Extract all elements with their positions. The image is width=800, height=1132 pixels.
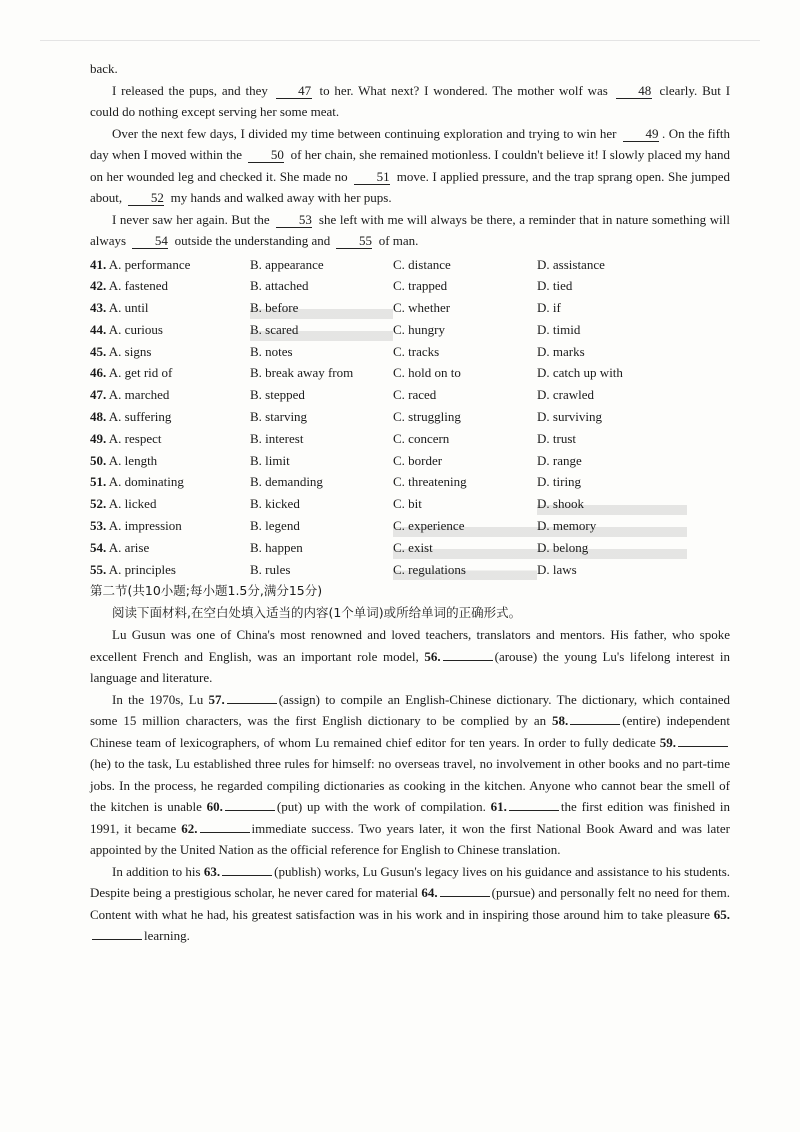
passage-paragraph-3: I never saw her again. But the 53 she left with me will always be there, a reminder that in nature something will always 54 outside the understanding and 55 of man. [90, 211, 730, 248]
blank-56-number: 56. [424, 648, 441, 664]
blank-61-number: 61. [490, 799, 507, 815]
option-row: 55. A. principles B. rules C. regulations D. laws [90, 559, 730, 581]
option-row: 48. A. suffering B. starving C. struggling D. surviving [90, 409, 602, 425]
blank-57-number: 57. [208, 691, 225, 707]
blank-61 [509, 798, 559, 811]
blank-57 [227, 691, 277, 704]
option-row: 52. A. licked B. kicked C. bit D. shook [90, 493, 730, 515]
top-rule [40, 40, 760, 41]
blank-48: 48 [616, 84, 652, 99]
option-row: 45. A. signs B. notes C. tracks D. marks [90, 343, 585, 359]
lu-paragraph-2: In the 1970s, Lu 57. (assign) to compile an English-Chinese dictionary. The dictionary, which contained some 15 million characters, was the first English dictionary to be complied by an 58. (entire) independent Chinese team of lexicographers, of whom Lu remained chief editor for ten years. In order to fully dedicate 59.(he) to the task, Lu established three rules for himself: no overseas travel, no involvement in other books and no part-time jobs. In the process, he regarded compiling dictionaries as cooking in the kitchen. Anyone who cannot bear the smell of the kitchen is unable 60. (put) up with the work of compilation. 61. the first edition was finished in 1991, it became 62. immediate success. Two years later, it won the first National Book Award and was later appointed by the United Nation as the official reference for English to Chinese translation. [90, 691, 731, 858]
blank-64 [440, 884, 490, 897]
lu-paragraph-3: In addition to his 63. (publish) works, Lu Gusun's legacy lives on his guidance and assistance to his students. Despite being a prestigious scholar, he never cared for material 64. (pursue) and personally felt no need for them. Content with what he had, his greatest satisfaction was in his work and in inspiring those around him to take pleasure 65.learning. [90, 863, 731, 944]
options-list [90, 254, 730, 581]
blank-62 [200, 820, 250, 833]
lu-paragraph-1: Lu Gusun was one of China's most renowned and loved teachers, translators and mentors. His father, who spoke excellent French and English, was an important role model, 56. (arouse) the young Lu's lifelong interest in language and literature. [90, 627, 730, 686]
blank-50: 50 [248, 148, 284, 163]
option-row: 43. A. until B. before C. whether D. if [90, 297, 730, 319]
blank-60 [225, 798, 275, 811]
page-content [90, 58, 730, 947]
option-row: 46. A. get rid of B. break away from C. hold on to D. catch up with [90, 365, 623, 381]
blank-51: 51 [354, 170, 390, 185]
option-row: 44. A. curious B. scared C. hungry D. timid [90, 319, 730, 341]
blank-47: 47 [276, 84, 312, 99]
passage-fragment: back. [90, 61, 118, 76]
blank-59-number: 59. [659, 734, 676, 750]
option-row: 50. A. length B. limit C. border D. range [90, 452, 582, 468]
blank-56 [443, 648, 493, 661]
section-2-heading: 第二节(共10小题;每小题1.5分,满分15分) [90, 583, 323, 599]
blank-55: 55 [336, 234, 372, 249]
passage-paragraph-2: Over the next few days, I divided my time between continuing exploration and trying to win her 49 . On the fifth day when I moved within the 50 of her chain, she remained motionless. I couldn't believe it! I slowly placed my hand on her wounded leg and checked it. She made no 51 move. I applied pressure, and the trap sprang open. She jumped about, 52 my hands and walked away with her pups. [90, 125, 731, 205]
blank-65 [92, 927, 142, 940]
blank-63 [222, 863, 272, 876]
blank-54: 54 [132, 234, 168, 249]
blank-58-number: 58. [552, 713, 569, 729]
blank-65-number: 65. [713, 906, 731, 922]
option-row: 51. A. dominating B. demanding C. threatening D. tiring [90, 474, 582, 490]
blank-53: 53 [276, 213, 312, 228]
blank-62-number: 62. [181, 820, 198, 836]
blank-63-number: 63. [203, 863, 221, 879]
option-row: 42. A. fastened B. attached C. trapped D. tied [90, 278, 573, 294]
blank-59 [678, 734, 728, 747]
section-2-instruction: 阅读下面材料,在空白处填入适当的内容(1个单词)或所给单词的正确形式。 [112, 605, 522, 621]
passage-paragraph-1: I released the pups, and they 47 to her. What next? I wondered. The mother wolf was 48 clearly. But I could do nothing except serving her some meat. [90, 82, 731, 119]
option-row: 53. A. impression B. legend C. experience D. memory [90, 515, 730, 537]
option-row: 54. A. arise B. happen C. exist D. belong [90, 537, 730, 559]
blank-49: 49 [623, 127, 659, 142]
option-row: 47. A. marched B. stepped C. raced D. crawled [90, 387, 595, 403]
option-row: 49. A. respect B. interest C. concern D. trust [90, 430, 576, 446]
option-row: 41. A. performance B. appearance C. distance D. assistance [90, 256, 605, 272]
blank-52: 52 [128, 191, 164, 206]
blank-60-number: 60. [206, 799, 223, 815]
blank-58 [570, 712, 620, 725]
blank-64-number: 64. [421, 885, 438, 901]
